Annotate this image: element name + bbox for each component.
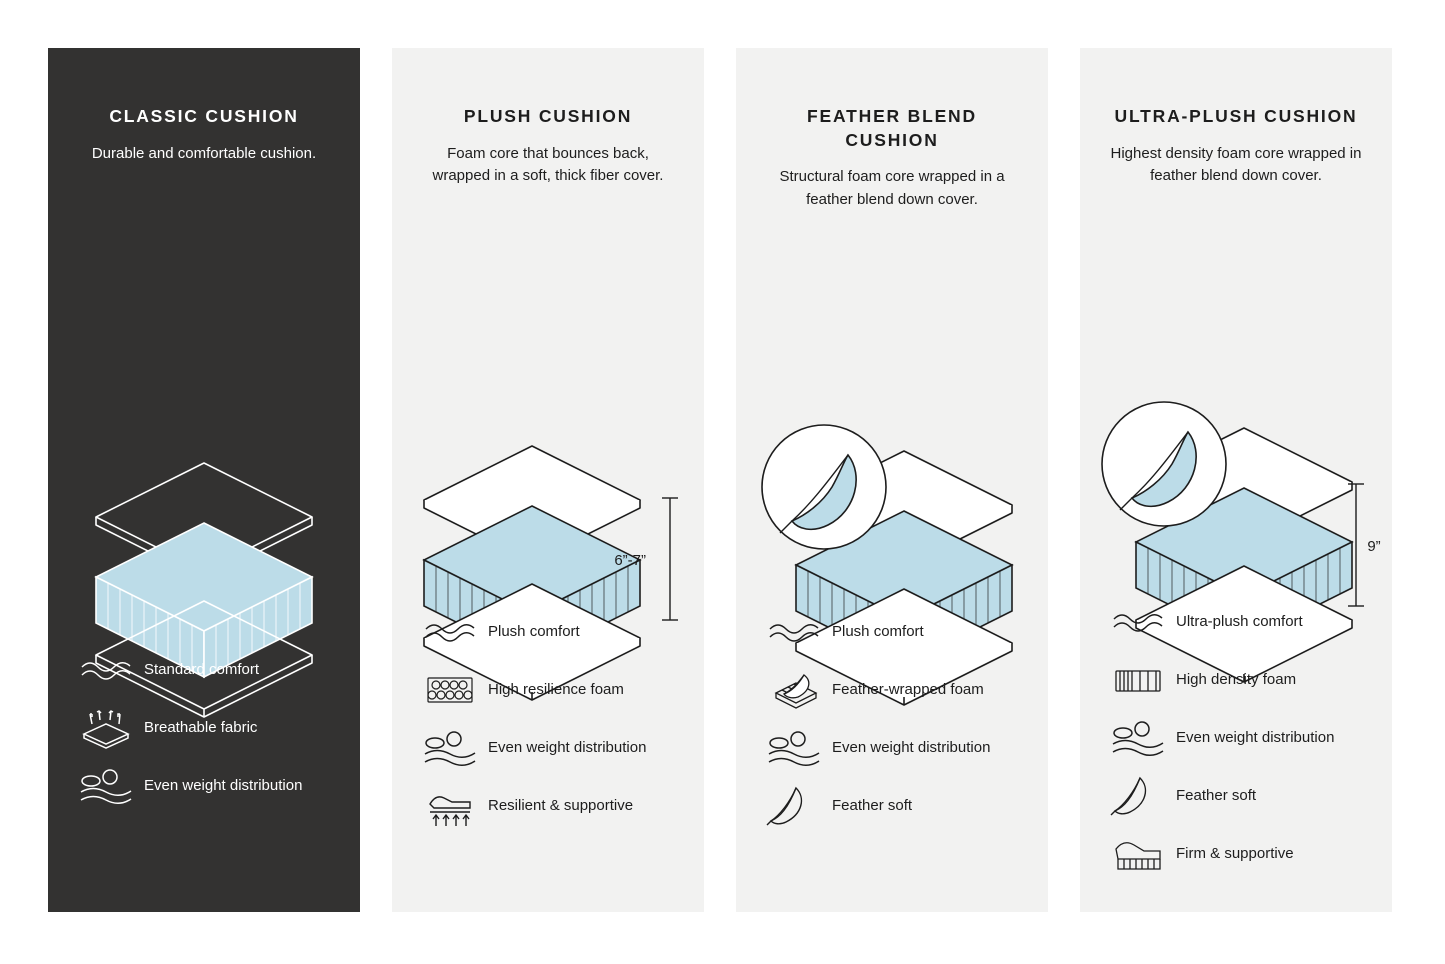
resilient-support-icon: [422, 784, 484, 828]
list-item[interactable]: [422, 610, 674, 654]
list-item-label: Standard comfort: [144, 660, 260, 678]
list-item-label: Even weight distribution: [144, 776, 303, 794]
breathable-fabric-icon: [78, 708, 140, 748]
diagram-wrap-plush: [392, 202, 704, 569]
list-item-label: High resilience foam: [488, 680, 624, 698]
firm-support-icon: [1110, 833, 1172, 875]
feather-icon: [1110, 774, 1172, 818]
list-item[interactable]: [1110, 600, 1362, 644]
wave-lines-icon: [766, 617, 828, 647]
list-item-label: Feather soft: [1176, 786, 1257, 804]
list-item[interactable]: [766, 784, 1018, 828]
list-item[interactable]: [1110, 716, 1362, 760]
list-item[interactable]: [766, 610, 1018, 654]
card-description: Structural foam core wrapped in a feather blend down cover.: [779, 168, 1005, 208]
page-title: ULTRA-PLUSH CUSHION: [1114, 106, 1358, 126]
list-item[interactable]: [1110, 832, 1362, 876]
card-ultra-plush-cushion[interactable]: [1080, 48, 1392, 912]
list-item[interactable]: [78, 706, 330, 750]
feather-badge-icon: [762, 425, 886, 549]
diagram-wrap-classic: [48, 205, 360, 535]
feather-wrapped-foam-icon: [766, 669, 828, 711]
page-title: FEATHER BLEND CUSHION: [807, 106, 977, 150]
list-item[interactable]: [422, 784, 674, 828]
page-title: PLUSH CUSHION: [463, 106, 633, 126]
list-item-label: Even weight distribution: [1176, 728, 1335, 746]
exploded-cushion-diagram: [48, 205, 360, 535]
even-weight-distribution-icon: [1110, 718, 1172, 758]
list-item[interactable]: [1110, 774, 1362, 818]
high-density-foam-icon: [1110, 662, 1172, 698]
even-weight-distribution-icon: [78, 766, 140, 806]
list-item-label: Breathable fabric: [144, 718, 258, 736]
list-item[interactable]: [78, 764, 330, 808]
list-item-label: Plush comfort: [832, 622, 924, 640]
honeycomb-foam-icon: [422, 670, 484, 710]
page-title: CLASSIC CUSHION: [109, 106, 299, 126]
even-weight-distribution-icon: [422, 728, 484, 768]
feature-list-classic: [48, 648, 360, 822]
list-item[interactable]: [766, 726, 1018, 770]
list-item-label: Resilient & supportive: [488, 796, 634, 814]
wave-lines-icon: [422, 617, 484, 647]
feature-list-ultra-plush: [1080, 600, 1392, 890]
list-item-label: Even weight distribution: [488, 738, 647, 756]
list-item-label: Plush comfort: [488, 622, 580, 640]
dimension-label: 6”-7”: [614, 551, 646, 569]
list-item[interactable]: [422, 726, 674, 770]
list-item-label: Firm & supportive: [1176, 844, 1294, 862]
feature-list-feather-blend: [736, 610, 1048, 842]
card-feather-blend-cushion[interactable]: [736, 48, 1048, 912]
feature-list-plush: [392, 610, 704, 842]
wave-lines-icon: [1110, 607, 1172, 637]
card-description: Foam core that bounces back, wrapped in a soft, thick fiber cover.: [432, 144, 664, 185]
dimension-label: 9”: [1367, 537, 1381, 555]
even-weight-distribution-icon: [766, 728, 828, 768]
list-item[interactable]: [78, 648, 330, 692]
list-item-label: Feather soft: [832, 796, 913, 814]
diagram-wrap-feather-blend: [736, 211, 1048, 541]
exploded-cushion-diagram: [736, 211, 1048, 541]
card-description: Durable and comfortable cushion.: [91, 144, 317, 162]
dimension-line: [662, 498, 678, 620]
diagram-wrap-ultra-plush: [1080, 188, 1392, 555]
exploded-cushion-diagram: [1080, 188, 1392, 555]
card-classic-cushion[interactable]: [48, 48, 360, 912]
exploded-cushion-diagram: [392, 202, 704, 532]
list-item-label: Even weight distribution: [832, 738, 991, 756]
list-item[interactable]: [422, 668, 674, 712]
wave-lines-icon: [78, 655, 140, 685]
card-description: Highest density foam core wrapped in feather blend down cover.: [1110, 144, 1362, 185]
feather-badge-icon: [1102, 402, 1226, 526]
card-plush-cushion[interactable]: [392, 48, 704, 912]
list-item-label: Ultra-plush comfort: [1176, 612, 1303, 630]
list-item[interactable]: [766, 668, 1018, 712]
list-item-label: Feather-wrapped foam: [832, 680, 984, 698]
feather-icon: [766, 784, 828, 828]
list-item[interactable]: [1110, 658, 1362, 702]
list-item-label: High density foam: [1176, 670, 1297, 688]
